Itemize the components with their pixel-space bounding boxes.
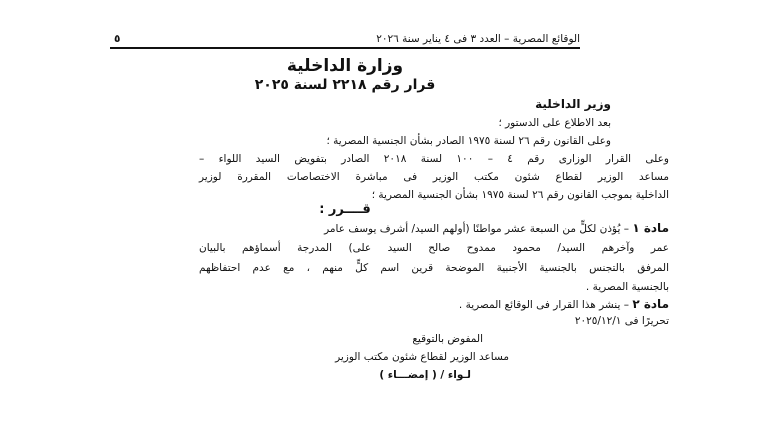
article-2-text: – ينشر هذا القرار فى الوقائع المصرية . <box>458 299 629 311</box>
article-1-text: – يُؤذن لكلٍّ من السبعة عشر مواطنًا (أولهم السيد/ أشرف يوسف عامر <box>324 223 629 235</box>
ministry-title: وزارة الداخلية <box>286 56 404 76</box>
preamble-line: وعلى القرار الوزارى رقم ٤ – ١٠٠ لسنة ٢٠١٨ الصادر بتفويض السيد اللواء – <box>199 153 669 165</box>
issuer-heading: وزير الداخلية <box>535 97 611 111</box>
decree-title: قرار رقم ٢٢١٨ لسنة ٢٠٢٥ <box>254 77 436 93</box>
article-1-label: مادة ١ <box>632 221 669 235</box>
article-1-line: عمر وآخرهم السيد/ محمود ممدوح صالح السيد على) المدرجة أسماؤهم بالبيان <box>199 242 669 254</box>
preamble-line: وعلى القانون رقم ٢٦ لسنة ١٩٧٥ الصادر بشأن الجنسية المصرية ؛ <box>326 135 611 147</box>
preamble-line: مساعد الوزير لقطاع شئون مكتب الوزير فى مباشرة الاختصاصات المقررة لوزير <box>199 171 669 183</box>
preamble-line: الداخلية بموجب القانون رقم ٢٦ لسنة ١٩٧٥ بشأن الجنسية المصرية ؛ <box>371 189 669 201</box>
preamble-line: بعد الاطلاع على الدستور ؛ <box>498 117 611 129</box>
signature-position: مساعد الوزير لقطاع شئون مكتب الوزير <box>335 351 509 363</box>
article-1-line: بالجنسية المصرية . <box>585 281 669 293</box>
page-number: ٥ <box>114 33 121 45</box>
decided-heading: قــــرر : <box>319 202 371 217</box>
article-1-line: المرفق بالتجنس بالجنسية الأجنبية الموضحة قرين اسم كلٍّ منهم ، مع عدم احتفاظهم <box>199 262 669 274</box>
article-2-label: مادة ٢ <box>632 297 669 311</box>
header-rule <box>110 47 580 49</box>
signature-name: لـواء / ( إمضـــاء ) <box>379 369 471 381</box>
article-1-first-line <box>324 219 669 238</box>
signature-delegate: المفوض بالتوقيع <box>412 333 483 345</box>
page-header <box>110 30 580 48</box>
header-text: الوقائع المصرية – العدد ٣ فى ٤ يناير سنة ٢٠٢٦ <box>376 33 580 45</box>
issue-date: تحريرًا فى ٢٠٢٥/١٢/١ <box>574 315 669 327</box>
